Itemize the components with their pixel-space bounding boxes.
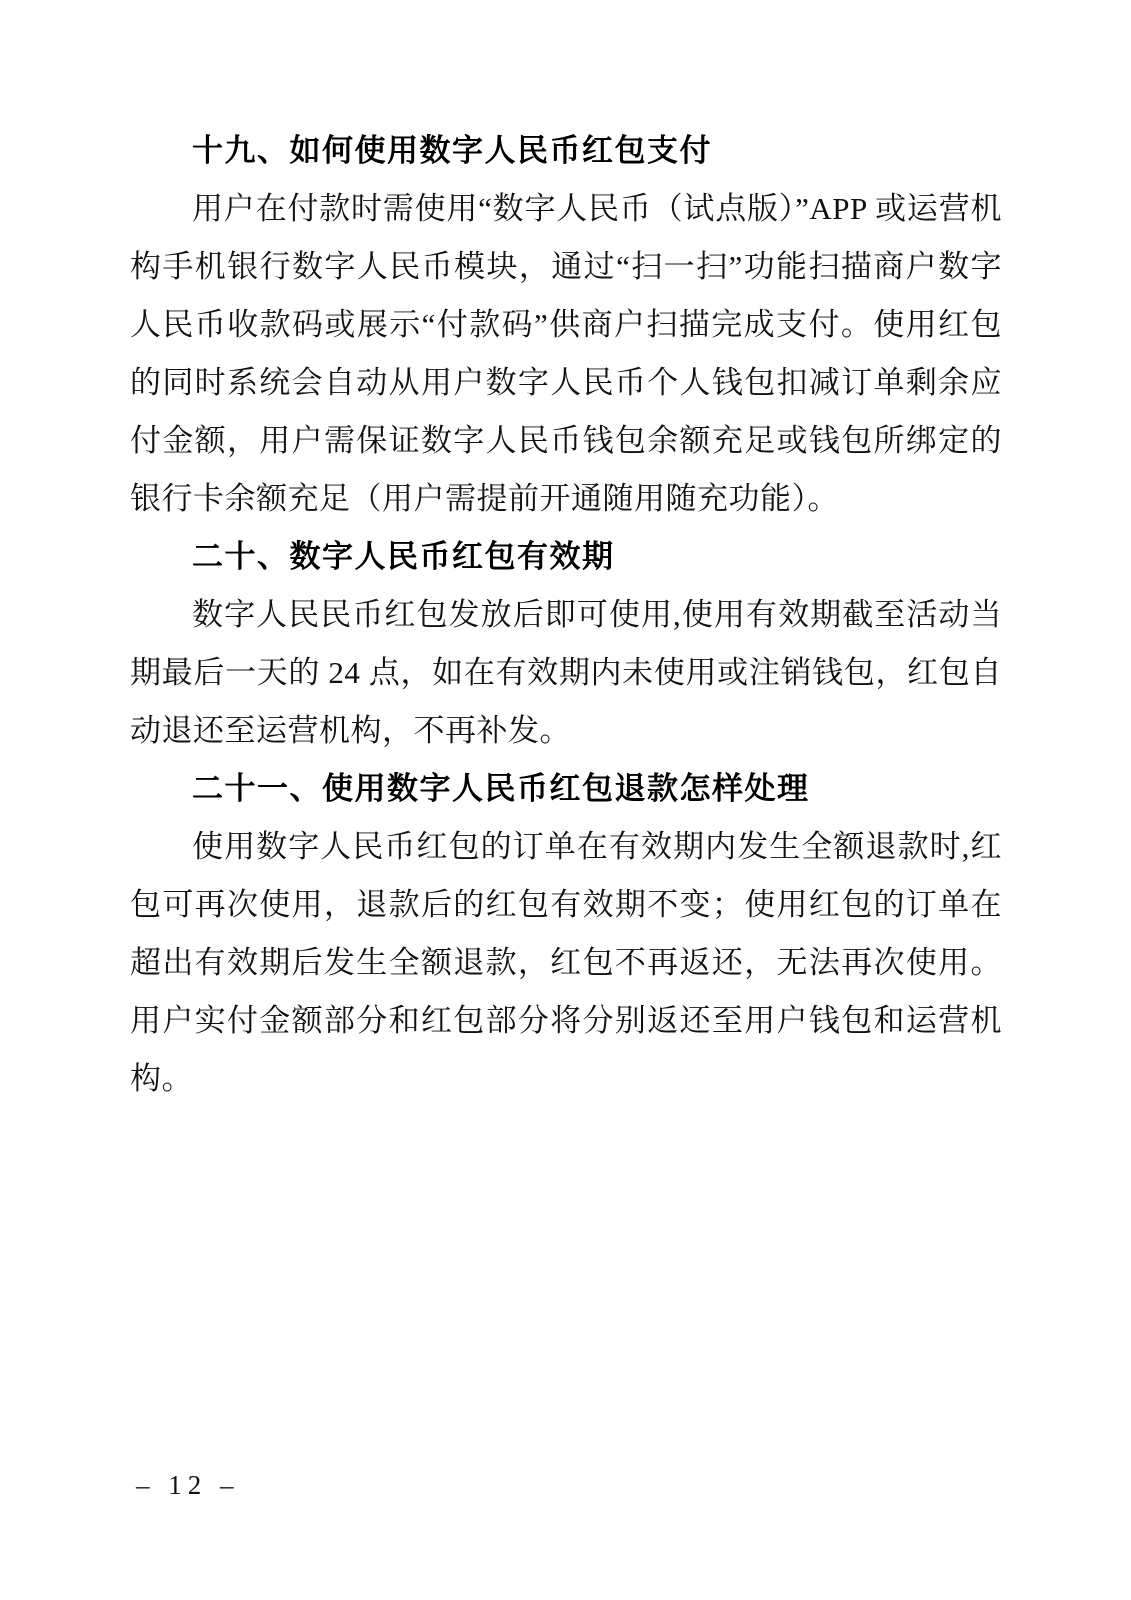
section-heading-21: 二十一、使用数字人民币红包退款怎样处理 (192, 771, 810, 806)
document-content (130, 122, 1002, 1108)
section-paragraph-19: 用户在付款时需使用“数字人民币（试点版）”APP 或运营机构手机银行数字人民币模块，通过“扫一扫”功能扫描商户数字人民币收款码或展示“付款码”供商户扫描完成支付。使用红包的同时系统会自动从用户数字人民币个人钱包扣减订单剩余应付金额，用户需保证数字人民币钱包余额充足或钱包所绑定的银行卡余额充足（用户需提前开通随用随充功能）。 (130, 191, 1002, 516)
section-paragraph-21: 使用数字人民币红包的订单在有效期内发生全额退款时,红包可再次使用，退款后的红包有效期不变；使用红包的订单在超出有效期后发生全额退款，红包不再返还，无法再次使用。用户实付金额部分和红包部分将分别返还至用户钱包和运营机构。 (130, 829, 1002, 1096)
page-number: – 12 – (136, 1470, 240, 1500)
section-paragraph-20: 数字人民民币红包发放后即可使用,使用有效期截至活动当期最后一天的 24 点，如在有效期内未使用或注销钱包，红包自动退还至运营机构，不再补发。 (130, 597, 1002, 748)
section-heading-20: 二十、数字人民币红包有效期 (192, 539, 615, 574)
section-heading-19: 十九、如何使用数字人民币红包支付 (192, 133, 712, 168)
